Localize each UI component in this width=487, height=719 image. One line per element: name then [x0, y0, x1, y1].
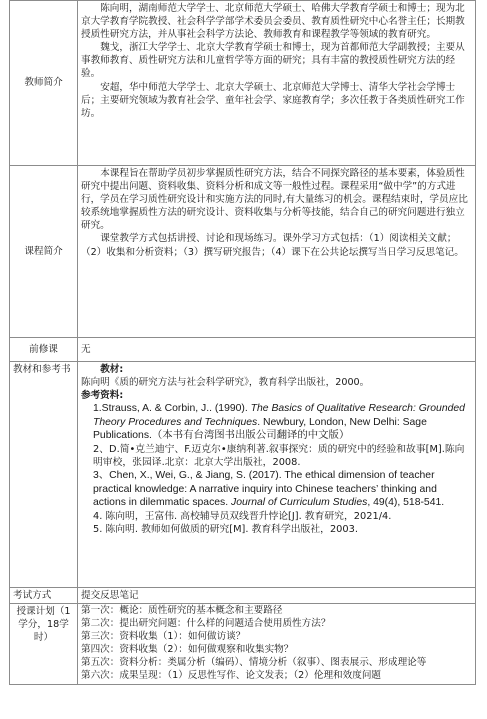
- teacher-bio-wei: 魏戈，浙江大学学士、北京大学教育学硕士和博士，现为首都师范大学副教授；主要从事教师教育、质性研究方法和儿童哲学等方面的研究；具有丰富的教授质性研究方法的经验。: [81, 42, 465, 80]
- reference-1-authors: 1.Strauss, A. & Corbin, J.. (1990).: [93, 403, 251, 415]
- prereq-label: 前修课: [10, 338, 78, 362]
- course-intro-label: 课程简介: [10, 166, 78, 338]
- reference-3-citation: 3、Chen, X., Wei, G., & Jiang, S. (2017). The ethical dimension of teacher practical knowledge: A narrative inquiry into Chinese teachers’ thinking and actions in dilemmatic spaces.: [93, 470, 437, 509]
- reference-5: 5. 陈向明. 教师如何做质的研究[M]. 教育科学出版社，2003.: [93, 523, 358, 535]
- reference-4: 4. 陈向明，王富伟. 高校辅导员双线晋升悖论[J]. 教育研究，2021/4.: [93, 510, 392, 522]
- schedule-item: 第二次：提出研究问题：什么样的问题适合使用质性方法？: [81, 618, 331, 629]
- teacher-intro-label: 教师简介: [10, 1, 78, 166]
- prereq-row: [10, 338, 476, 362]
- schedule-item: 第一次：概论：质性研究的基本概念和主要路径: [81, 605, 283, 617]
- course-info-table: [9, 0, 476, 685]
- references-heading: 参考资料:: [81, 390, 124, 402]
- reference-3-journal: Journal of Curriculum Studies: [231, 497, 368, 509]
- schedule-row: [10, 604, 476, 684]
- reference-1-title: The Basics of Qualitative Research: Grounded Theory Procedures and Techniques: [93, 403, 465, 428]
- reference-1: [81, 402, 472, 442]
- textbook-heading: 教材:: [100, 364, 124, 375]
- teacher-bio-chen: 陈向明，湖南师范大学学士、北京师范大学硕士、哈佛大学教育学硕士和博士；现为北京大学教育学院教授、社会科学学部学术委员会委员、教育质性研究中心名誉主任；长期教授质性研究方法，并从事社会科学方法论、教师教育和课程教学等领域的教育研究。: [81, 3, 465, 41]
- reference-2: 2、D.简•克兰迪宁、F.迈克尔•康纳利著.叙事探究：质的研究中的经验和故事[M].陈向明审校，张园译.北京：北京大学出版社，2008.: [93, 443, 465, 468]
- course-intro-row: [10, 166, 476, 338]
- schedule-content: [78, 604, 476, 684]
- reference-3: [81, 469, 472, 509]
- schedule-item: 第五次：资料分析：类属分析（编码）、情境分析（叙事）、图表展示、形成理论等: [81, 656, 427, 668]
- textbook-entry: 陈向明《质的研究方法与社会科学研究》，教育科学出版社，2000。: [81, 377, 370, 389]
- exam-row: [10, 588, 476, 604]
- prereq-value: 无: [78, 338, 476, 362]
- course-teaching-methods: 课堂教学方式包括讲授、讨论和现场练习。课外学习方式包括：（1）阅读相关文献；（2）收集和分析资料；（3）撰写研究报告；（4）课下在公共论坛撰写当日学习反思笔记。: [81, 233, 464, 258]
- course-intro-content: [78, 166, 476, 338]
- reference-3-volume: , 49(4), 518-541.: [367, 497, 445, 509]
- schedule-item: 第六次：成果呈现：（1）反思性写作、论文发表；（2）伦理和效度问题: [81, 669, 382, 681]
- materials-content: [78, 362, 476, 588]
- materials-label: 教材和参考书: [10, 362, 78, 588]
- materials-row: [10, 362, 476, 588]
- reference-1-publisher: . Newbury, London, New Delhi: Sage Publications.（本书有台湾图书出版公司翻译的中文版）: [93, 416, 427, 442]
- schedule-label: 授课计划（1学分，18学时）: [10, 604, 78, 684]
- teacher-intro-content: [78, 1, 476, 166]
- teacher-intro-row: [10, 1, 476, 166]
- schedule-item: 第三次：资料收集（1）：如何做访谈？: [81, 630, 246, 642]
- exam-label: 考试方式: [10, 588, 78, 604]
- schedule-item: 第四次：资料收集（2）：如何做观察和收集实物？: [81, 643, 294, 655]
- teacher-bio-an: 安超，华中师范大学学士、北京大学硕士、北京师范大学博士、清华大学社会学博士后；主要研究领域为教育社会学、童年社会学、家庭教育学；多次任教于各类质性研究工作坊。: [81, 81, 465, 119]
- exam-value: 提交反思笔记: [78, 588, 476, 604]
- course-intro-paragraph: 本课程旨在帮助学员初步掌握质性研究方法，结合不同探究路径的基本要素，体验质性研究中提出问题、资料收集、资料分析和成文等一般性过程。课程采用“做中学”的方式进行，学员在学习质性研究设计和实施方法的同时,有大量练习的机会。课程结束时，学员应比较系统地掌握质性方法的研究设计、资料收集与分析等技能，结合自己的研究问题进行独立研究。: [81, 168, 468, 232]
